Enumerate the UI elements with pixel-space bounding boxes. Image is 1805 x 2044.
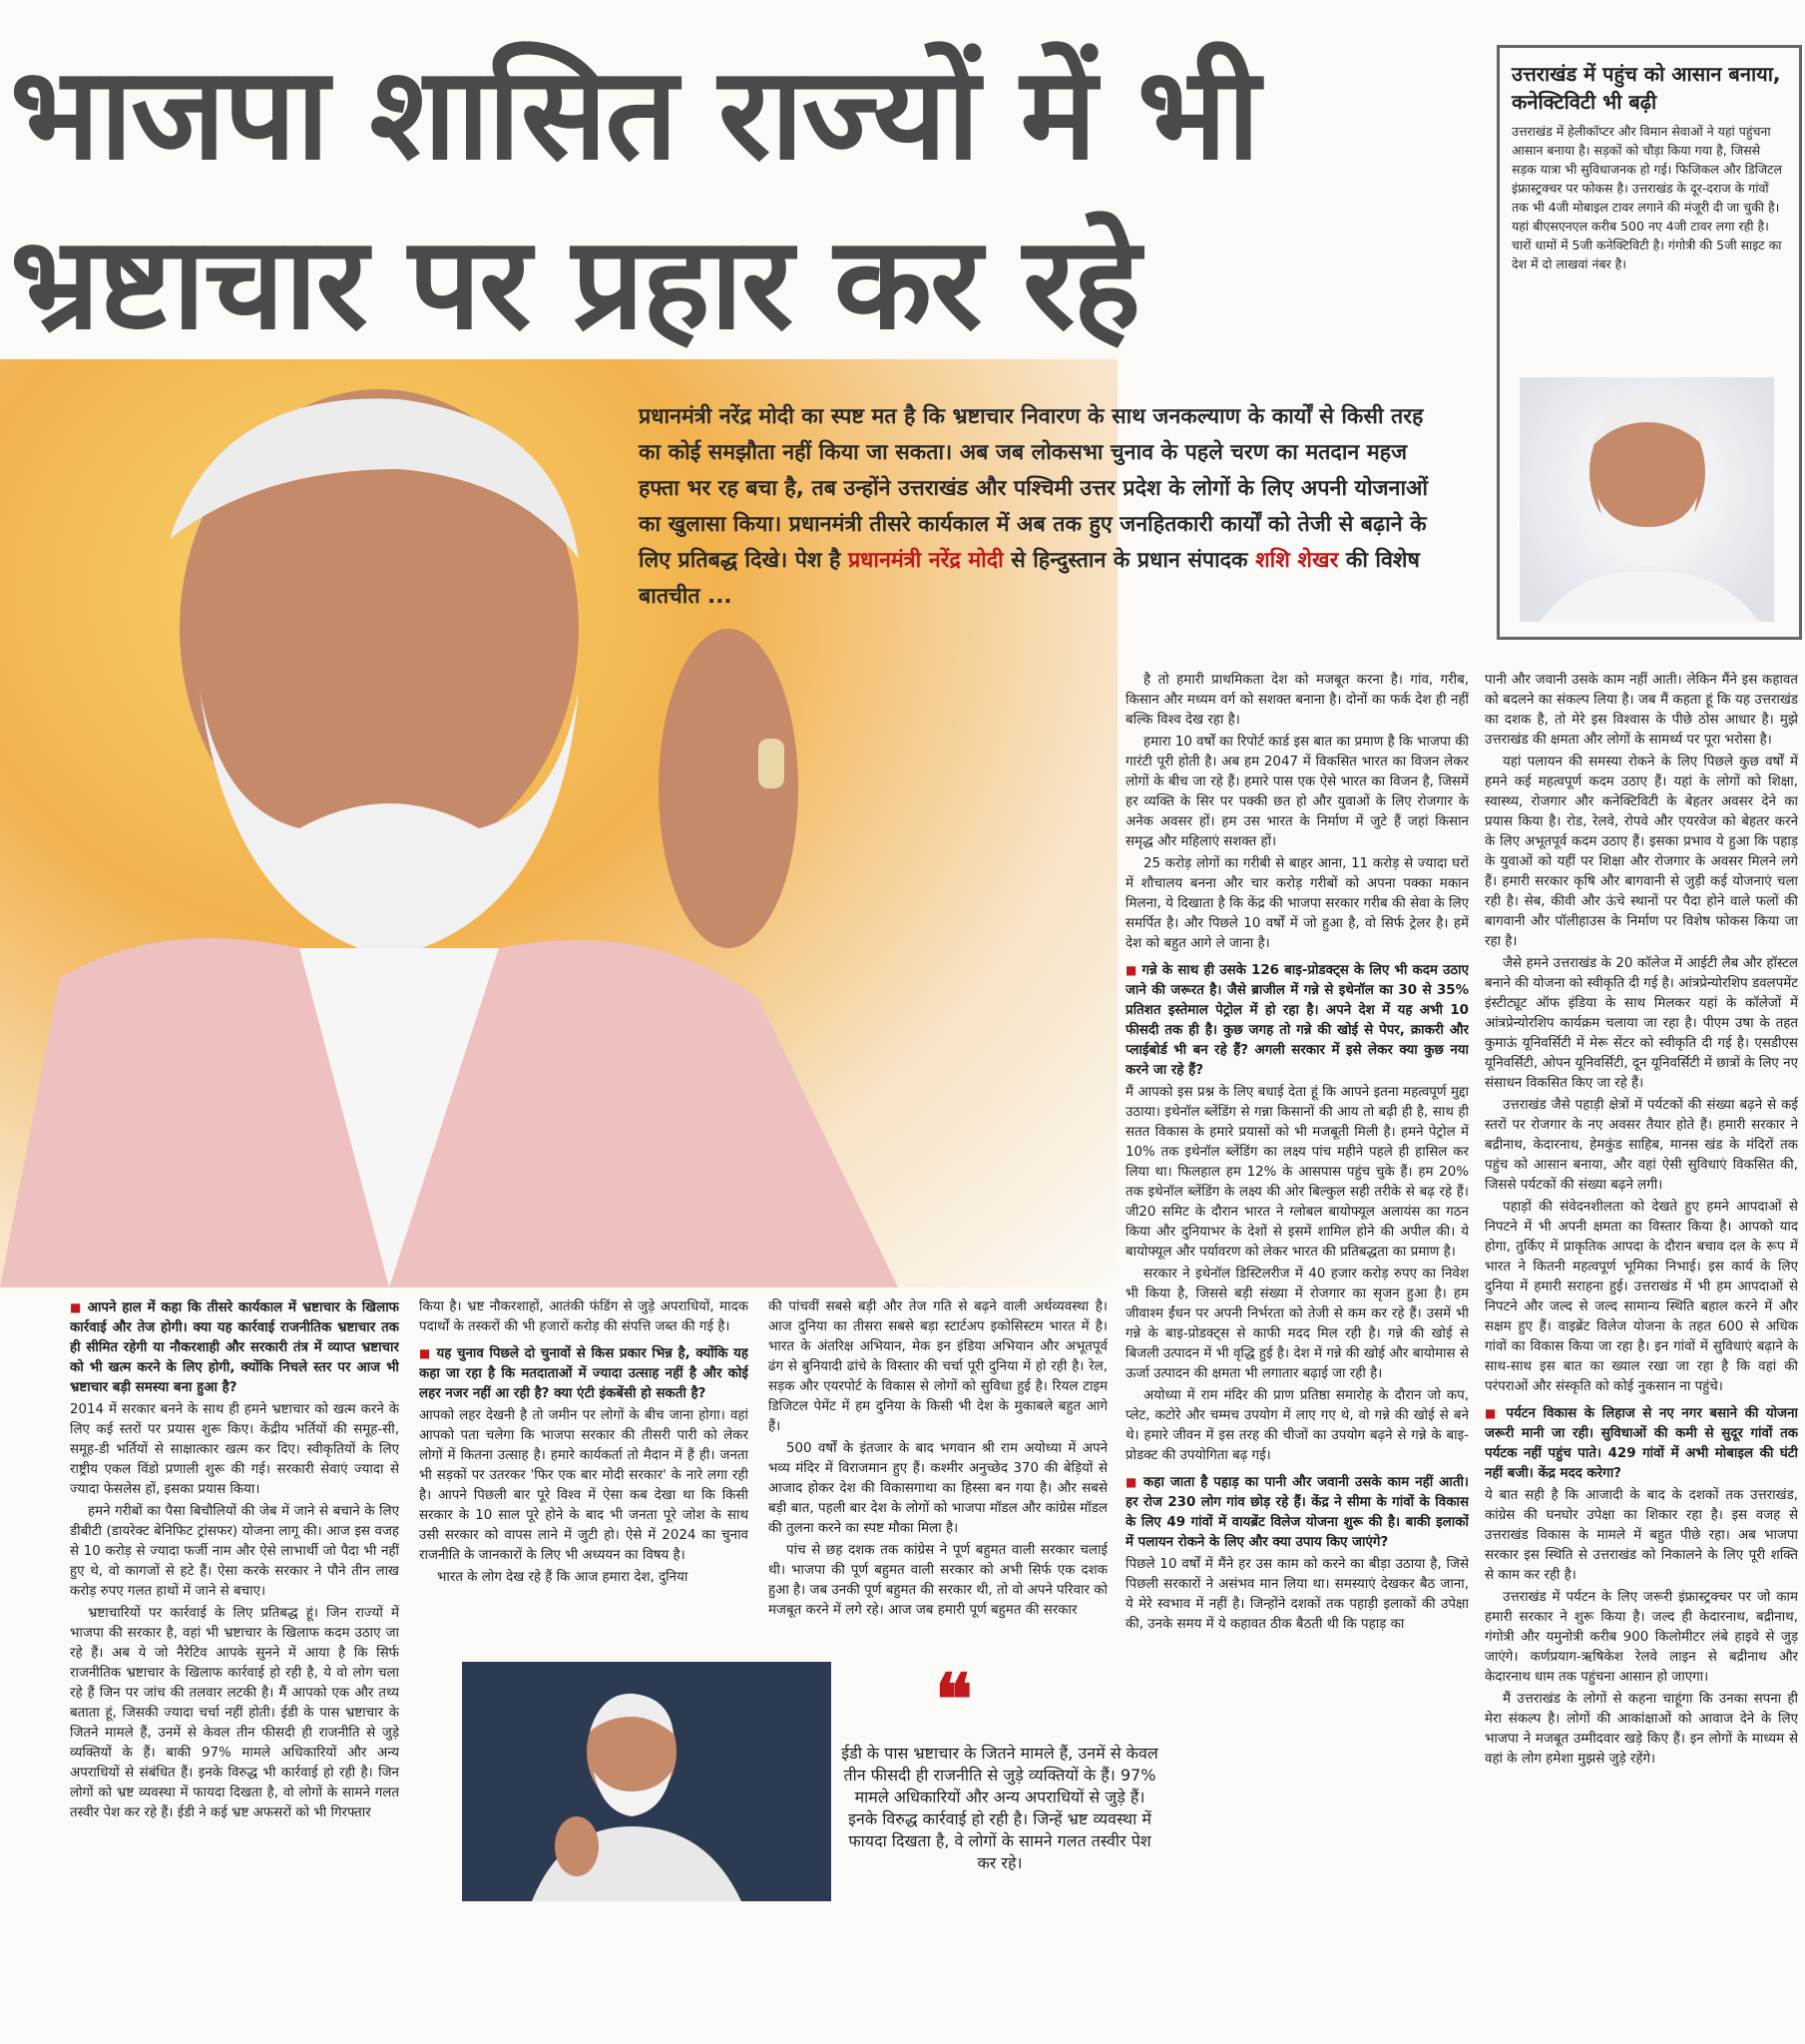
sidebar-portrait (1520, 377, 1774, 622)
question: ■ कहा जाता है पहाड़ का पानी और जवानी उसके काम नहीं आती। हर रोज 230 लोग गांव छोड़ रहे हैं। केंद्र ने सीमा के गांवों के विकास के लिए 49 गांवों में वायब्रेंट विलेज योजना शुरू की है। बाकी इलाकों में पलायन रोकने के लिए और क्या उपाय किए जाएंगे? (1126, 1472, 1469, 1553)
paragraph: है तो हमारी प्राथमिकता देश को मजबूत करना है। गांव, गरीब, किसान और मध्यम वर्ग को सशक्त बनाना है। दोनों का फर्क देश ही नहीं बल्कि विश्व देख रहा है। (1126, 673, 1469, 728)
paragraph: की पांचवीं सबसे बड़ी और तेज गति से बढ़ने वाली अर्थव्यवस्था है। आज दुनिया का तीसरा सबसे बड़ा स्टार्टअप इकोसिस्टम भारत में है। भारत के अंतरिक्ष अभियान, मेक इन इंडिया अभियान और अभूतपूर्व ढंग से बुनियादी ढांचे के विस्तार की चर्चा पूरी दुनिया में हो रही है। रेल, सड़क और एयरपोर्ट के विकास से लोगों को सुविधा हुई है। रियल टाइम डिजिटल पेमेंट में हम दुनिया के किसी भी देश के मुकाबले बहुत आगे हैं। (768, 1299, 1108, 1434)
answer: 2014 में सरकार बनने के साथ ही हमने भ्रष्टाचार को खत्म करने के लिए कई स्तरों पर प्रयास शुरू किए। केंद्रीय भर्तियों की समूह-सी, समूह-डी भर्तियों से साक्षात्कार खत्म कर दिए। स्वीकृतियों के लिए राष्ट्रीय एकल विंडो प्रणाली शुरू की गई। सरकारी सेवाएं ज्यादा से ज्यादा फेसलेस हों, इसका प्रयास किया। (70, 1402, 399, 1497)
paragraph: 25 करोड़ लोगों का गरीबी से बाहर आना, 11 करोड़ से ज्यादा घरों में शौचालय बनना और चार करोड़ गरीबों को अपना पक्का मकान मिलना, ये दिखाता है कि केंद्र की भाजपा सरकार गरीब की सेवा के लिए समर्पित है। और पिछले 10 वर्षों में जो हुआ है, वो सिर्फ ट्रेलर है। हमें देश को बहुत आगे ले जाना है। (1126, 856, 1469, 951)
paragraph: अयोध्या में राम मंदिर की प्राण प्रतिष्ठा समारोह के दौरान जो कप, प्लेट, कटोरे और चम्मच उपयोग में लाए गए थे, वो गन्ने की खोई से बने थे। हमारे जीवन में इस तरह की चीजों का उपयोग बढ़ने से गन्ने के बाइ-प्रोडक्ट की उपयोगिता बढ़ गई। (1126, 1388, 1469, 1463)
answer: पिछले 10 वर्षों में मैंने हर उस काम को करने का बीड़ा उठाया है, जिसे पिछली सरकारों ने असंभव मान लिया था। समस्याएं देखकर बैठ जाना, ये मेरे स्वभाव में नहीं है। जिन्होंने दशकों तक पहाड़ी इलाकों की उपेक्षा की, उनके समय में ये कहावत ठीक बैठती थी कि पहाड़ का (1126, 1557, 1469, 1632)
question: ■ गन्ने के साथ ही उसके 126 बाइ-प्रोडक्ट्स के लिए भी कदम उठाए जाने की जरूरत है। जैसे ब्राजील में गन्ने से इथेनॉल का 30 से 35% प्रतिशत इस्तेमाल पेट्रोल में हो रहा है। अपने देश में यह अभी 10 फीसदी तक ही है। कुछ जगह तो गन्ने की खोई से पेपर, क्राकरी और प्लाईबोर्ड भी बन रहे हैं? अगली सरकार में इसे लेकर क्या कुछ नया करने जा रहे हैं? (1126, 960, 1469, 1081)
question: ■ आपने हाल में कहा कि तीसरे कार्यकाल में भ्रष्टाचार के खिलाफ कार्रवाई और तेज होगी। क्या यह कार्रवाई राजनीतिक भ्रष्टाचार तक ही सीमित रहेगी या नौकरशाही और सरकारी तंत्र में व्याप्त भ्रष्टाचार को भी खत्म करने के लिए होगी, क्योंकि निचले स्तर पर आज भी भ्रष्टाचार बड़ी समस्या बना हुआ है? (70, 1297, 399, 1398)
paragraph: पहाड़ों की संवेदनशीलता को देखते हुए हमने आपदाओं से निपटने में भी अपनी क्षमता का विस्तार किया है। आपको याद होगा, तुर्किए में प्राकृतिक आपदा के दौरान बचाव दल के रूप में भारत ने कितनी महत्वपूर्ण भूमिका निभाई। इस कार्य के लिए दुनिया में हमारी सराहना हुई। उत्तराखंड में भी हम आपदाओं से निपटने और जल्द से जल्द सामान्य स्थिति बहाल करने में और सक्षम हुए हैं। वाइब्रेंट विलेज योजना के तहत 600 से अधिक गांवों का विकास किया जा रहा है। इन गांवों में सुविधाएं बढ़ाने के साथ-साथ इस बात का ख्याल रखा जा रहा है कि वहां की परंपराओं और संस्कृति को कोई नुकसान ना पहुंचे। (1485, 1200, 1798, 1394)
column-1 (70, 1297, 399, 1976)
paragraph: पांच से छह दशक तक कांग्रेस ने पूर्ण बहुमत वाली सरकार चलाई थी। भाजपा की पूर्ण बहुमत वाली सरकार को अभी सिर्फ एक दशक हुआ है। जब उनकी पूर्ण बहुमत की सरकार थी, तो वो अपने परिवार को मजबूत करने में लगे रहे। आज जब हमारी पूर्ण बहुमत की सरकार (768, 1543, 1108, 1618)
sidebar-body: उत्तराखंड में हेलीकॉप्टर और विमान सेवाओं ने यहां पहुंचना आसान बनाया है। सड़कों को चौड़ा किया गया है, जिससे सड़क यात्रा भी सुविधाजनक हो गई। फिजिकल और डिजिटल इंफ्रास्ट्रक्चर पर फोकस है। उत्तराखंड के दूर-दराज के गांवों तक भी 4जी मोबाइल टावर लगाने की मंजूरी दी जा चुकी है। यहां बीएसएनएल करीब 500 नए 4जी टावर लगा रही है। चारों धामों में 5जी कनेक्टिविटी है। गंगोत्री की 5जी साइट का देश में दो लाखवां नंबर है। (1512, 124, 1782, 271)
paragraph: उत्तराखंड में पर्यटन के लिए जरूरी इंफ्रास्ट्रक्चर पर जो काम हमारी सरकार ने शुरू किया है। जल्द ही केदारनाथ, बद्रीनाथ, गंगोत्री और यमुनोत्री करीब 900 किलोमीटर लंबे हाइवे से जुड़ जाएंगे। कर्णप्रयाग-ऋषिकेश रेलवे लाइन से बद्रीनाथ और केदारनाथ धाम तक पहुंचना आसान हो जाएगा। (1485, 1590, 1798, 1685)
answer: मैं आपको इस प्रश्न के लिए बधाई देता हूं कि आपने इतना महत्वपूर्ण मुद्दा उठाया। इथेनॉल ब्लेंडिंग से गन्ना किसानों की आय तो बढ़ी ही है, साथ ही सतत विकास के हमारे प्रयासों को भी मजबूती मिली है। हमने पेट्रोल में 10% तक इथेनॉल ब्लेंडिंग का लक्ष्य पांच महीने पहले ही हासिल कर लिया था। फिलहाल हम 12% के आसपास पहुंच चुके हैं। हम 20% तक इथेनॉल ब्लेंडिंग के लक्ष्य की ओर बिल्कुल सही तरीके से बढ़ रहे हैं। जी20 समिट के दौरान भारत ने ग्लोबल बायोफ्यूल अलायंस का गठन किया और दुनियाभर के देशों से इसमें शामिल होने की अपील की। ये बायोफ्यूल और पर्यावरण को लेकर भारत की प्रतिबद्धता का प्रमाण है। (1126, 1085, 1469, 1260)
paragraph: मैं उत्तराखंड के लोगों से कहना चाहूंगा कि उनका सपना ही मेरा संकल्प है। लोगों की आकांक्षाओं को आवाज देने के लिए भाजपा ने मजबूत उम्मीदवार खड़े किए हैं। इन लोगों के माध्यम से वहां के लोग हमेशा मुझसे जुड़े रहेंगे। (1485, 1692, 1798, 1767)
intro-text-end: की विशेष बातचीत ... (639, 548, 1420, 609)
paragraph: भ्रष्टाचारियों पर कार्रवाई के लिए प्रतिबद्ध हूं। जिन राज्यों में भाजपा की सरकार है, वहां भी भ्रष्टाचार के खिलाफ कदम उठाए जा रहे हैं। अब ये जो नैरेटिव आपके सुनने में आया है कि सिर्फ राजनीतिक भ्रष्टाचार के खिलाफ कार्रवाई हो रही है, ये वो लोग चला रहे हैं जिन पर जांच की तलवार लटकी है। मैं आपको एक और तथ्य बताता हूं, जिसकी ज्यादा चर्चा नहीं होती। ईडी के पास भ्रष्टाचार के जितने मामले हैं, उनमें से केवल तीन फीसदी ही राजनीति से जुड़े व्यक्तियों के हैं। बाकी 97% मामले अधिकारियों और अन्य अपराधियों से संबंधित हैं। इनके विरुद्ध भी कार्रवाई हो रही है। जिन लोगों को भ्रष्ट व्यवस्था में फायदा दिखता है, वो लोगों के सामने गलत तस्वीर पेश कर रहे हैं। ईडी ने कई भ्रष्ट अफसरों को भी गिरफ्तार (70, 1606, 399, 1820)
paragraph: सरकार ने इथेनॉल डिस्टिलरीज में 40 हजार करोड़ रुपए का निवेश भी किया है, जिससे बड़ी संख्या में रोजगार का सृजन हुआ है। हम जीवाश्म ईंधन पर अपनी निर्भरता को तेजी से कम कर रहे हैं। उसमें भी गन्ने के बाइ-प्रोडक्ट्स से काफी मदद मिल रही है। गन्ने की खोई से बिजली उत्पादन में भी वृद्धि हुई है। देश में गन्ने की खोई और बायोमास से ऊर्जा उत्पादन की क्षमता भी लगातार बढ़ाई जा रही है। (1126, 1267, 1469, 1381)
inset-portrait (462, 1662, 831, 1901)
column-3 (768, 1297, 1108, 1652)
question: ■ यह चुनाव पिछले दो चुनावों से किस प्रकार भिन्न है, क्योंकि यह कहा जा रहा है कि मतदाताओं में ज्यादा उत्साह नहीं है और कोई लहर नजर नहीं आ रही है? क्या एंटी इंकबेंसी हो सकती है? (419, 1343, 748, 1404)
inset-photo (462, 1662, 831, 1901)
paragraph: 500 वर्षों के इंतजार के बाद भगवान श्री राम अयोध्या में अपने भव्य मंदिर में विराजमान हुए हैं। कश्मीर अनुच्छेद 370 की बेड़ियों से आजाद होकर देश की विकासगाथा का हिस्सा बन गया है। और सबसे बड़ी बात, पहली बार देश के लोगों को भाजपा मॉडल और कांग्रेस मॉडल की तुलना करने का स्पष्ट मौका मिला है। (768, 1441, 1108, 1536)
sidebar-title: उत्तराखंड में पहुंच को आसान बनाया, कनेक्टिविटी भी बढ़ी (1512, 62, 1781, 114)
interviewer-name: शशि शेखर (1255, 548, 1339, 573)
sidebar-box (1497, 45, 1802, 640)
question: ■ पर्यटन विकास के लिहाज से नए नगर बसाने की योजना जरूरी मानी जा रही। सुविधाओं की कमी से सुदूर गांवों तक पर्यटक नहीं पहुंच पाते। 429 गांवों में अभी मोबाइल की घंटी नहीं बजी। केंद्र मदद करेगा? (1485, 1403, 1798, 1484)
intro-text-mid: से हिन्दुस्तान के प्रधान संपादक (1003, 548, 1256, 573)
intro-paragraph (639, 399, 1447, 615)
intro-text: प्रधानमंत्री नरेंद्र मोदी का स्पष्ट मत है कि भ्रष्टाचार निवारण के साथ जनकल्याण के कार्यों से किसी तरह का कोई समझौता नहीं किया जा सकता। अब जब लोकसभा चुनाव के पहले चरण का मतदान महज हफ्ता भर रह बचा है, तब उन्होंने उत्तराखंड और पश्चिमी उत्तर प्रदेश के लोगों के लिए अपनी योजनाओं का खुलासा किया। प्रधानमंत्री तीसरे कार्यकाल में अब तक हुए जनहितकारी कार्यों को तेजी से बढ़ाने के लिए प्रतिबद्ध दिखे। पेश है (639, 404, 1428, 573)
paragraph: हमारा 10 वर्षों का रिपोर्ट कार्ड इस बात का प्रमाण है कि भाजपा की गारंटी पूरी होती है। अब हम 2047 में विकसित भारत का विजन लेकर लोगों के बीच जा रहे हैं। हमारे पास एक ऐसे भारत का विजन है, जिसमें हर व्यक्ति के सिर पर पक्की छत हो और युवाओं के लिए रोजगार के अनेक अवसर हों। हम उस भारत के निर्माण में जुटे हैं जहां किसान समृद्ध और महिलाएं सशक्त हों। (1126, 735, 1469, 849)
paragraph: किया है। भ्रष्ट नौकरशाहों, आतंकी फंडिंग से जुड़े अपराधियों, मादक पदार्थों के तस्करों की भी हजारों करोड़ की संपत्ति जब्त की गई है। (419, 1299, 748, 1334)
pull-quote (840, 1658, 1159, 1914)
paragraph: भारत के लोग देख रहे हैं कि आज हमारा देश, दुनिया (437, 1570, 688, 1585)
answer: आपको लहर देखनी है तो जमीन पर लोगों के बीच जाना होगा। वहां आपको पता चलेगा कि भाजपा सरकार की तीसरी पारी को लेकर लोगों में कितना उत्साह है। हमारे कार्यकर्ता तो मैदान में हैं ही। जनता भी सड़कों पर उतरकर 'फिर एक बार मोदी सरकार' के नारे लगा रही है। आपने पिछली बार पूरे विश्व में ऐसा कब देखा था कि किसी सरकार के 10 साल पूरे होने के बाद भी जनता पूरे जोश के साथ उसी सरकार को वापस लाने में जुटी हो। ऐसे में 2024 का चुनाव राजनीति के जानकारों के लिए भी अध्ययन का विषय है। (419, 1408, 748, 1563)
paragraph: उत्तराखंड जैसे पहाड़ी क्षेत्रों में पर्यटकों की संख्या बढ़ने से कई स्तरों पर रोजगार के नए अवसर तैयार होते हैं। हमारी सरकार ने बद्रीनाथ, केदारनाथ, हेमकुंड साहिब, मानस खंड के मंदिरों तक पहुंच को आसान बनाया, और वहां ऐसी सुविधाएं विकसित की, जिससे पर्यटकों की संख्या बढ़ने लगी। (1485, 1098, 1798, 1193)
paragraph: हमने गरीबों का पैसा बिचौलियों की जेब में जाने से बचाने के लिए डीबीटी (डायरेक्ट बेनिफिट ट्रांसफर) योजना लागू की। आज इस वजह से 10 करोड़ से ज्यादा फर्जी नाम और ऐसे लाभार्थी जो पैदा भी नहीं हुए थे, वो कागजों से हटे हैं। ऐसा करके सरकार ने पौने तीन लाख करोड़ रुपए गलत हाथों में जाने से बचाए। (70, 1504, 399, 1599)
headline-line-1: भाजपा शासित राज्यों में भी (10, 40, 1258, 189)
quote-icon: ❝ (935, 1658, 973, 1741)
headline (10, 30, 1297, 369)
paragraph: जैसे हमने उत्तराखंड के 20 कॉलेज में आईटी लैब और हॉस्टल बनाने की योजना को स्वीकृति दी गई है। आंत्रप्रेन्योरशिप डवलपमेंट इंस्टीट्यूट ऑफ इंडिया के साथ मिलकर यहां के कॉलेजों में आंत्रप्रेन्योरशिप कार्यक्रम चलाया जा रहा है। पीएम उषा के तहत कुमाऊं यूनिवर्सिटी में मेरू सेंटर को स्वीकृति दी गई है। एसडीएस यूनिवर्सिटी, ओपन यूनिवर्सिटी, दून यूनिवर्सिटी में छात्रों के लिए नए संसाधन विकसित किए जा रहे हैं। (1485, 956, 1798, 1091)
column-c (1126, 671, 1469, 1968)
sidebar-photo (1520, 377, 1774, 622)
headline-line-2: भ्रष्टाचार पर प्रहार कर रहे (10, 210, 1139, 358)
paragraph: यहां पलायन की समस्या रोकने के लिए पिछले कुछ वर्षों में हमने कई महत्वपूर्ण कदम उठाए हैं। यहां के लोगों को शिक्षा, स्वास्थ्य, रोजगार और कनेक्टिविटी के बेहतर अवसर देने का प्रयास किया है। रोड, रेलवे, रोपवे और एयरवेज को बेहतर करने के लिए अभूतपूर्व कदम उठाए हैं। इसका प्रभाव ये हुआ कि पहाड़ के युवाओं को यहीं पर शिक्षा और रोजगार के अवसर मिलने लगे हैं। हमारी सरकार कृषि और बागवानी से जुड़ी कई योजनाएं चला रही है। सेब, कीवी और ऊंचे स्थानों पर पैदा होने वाले फलों की बागवानी और पॉलीहाउस के निर्माण पर विशेष फोकस किया जा रहा है। (1485, 755, 1798, 949)
column-d (1485, 671, 1798, 1968)
paragraph: पानी और जवानी उसके काम नहीं आती। लेकिन मैंने इस कहावत को बदलने का संकल्प लिया है। जब मैं कहता हूं कि यह उत्तराखंड का दशक है, तो मेरे इस विश्वास के पीछे ठोस आधार है। मुझे उत्तराखंड की क्षमता और लोगों के सामर्थ्य पर पूरा भरोसा है। (1485, 673, 1798, 748)
pull-quote-text: ईडी के पास भ्रष्टाचार के जितने मामले हैं, उनमें से केवल तीन फीसदी ही राजनीति से जुड़े व्यक्तियों के हैं। 97% मामले अधिकारियों और अन्य अपराधियों से जुड़े हैं। इनके विरुद्ध कार्रवाई हो रही है। जिन्हें भ्रष्ट व्यवस्था में फायदा दिखता है, वे लोगों के सामने गलत तस्वीर पेश कर रहे। (841, 1744, 1158, 1872)
interviewee-name: प्रधानमंत्री नरेंद्र मोदी (847, 548, 1004, 573)
column-2 (419, 1297, 748, 1652)
answer: ये बात सही है कि आजादी के बाद के दशकों तक उत्तराखंड, कांग्रेस की घनघोर उपेक्षा का शिकार रहा है। इस वजह से उत्तराखंड विकास के मामले में बहुत पीछे रहा। अब भाजपा सरकार इस स्थिति से उत्तराखंड को निकालने के लिए पूरी शक्ति से काम कर रही है। (1485, 1488, 1798, 1583)
